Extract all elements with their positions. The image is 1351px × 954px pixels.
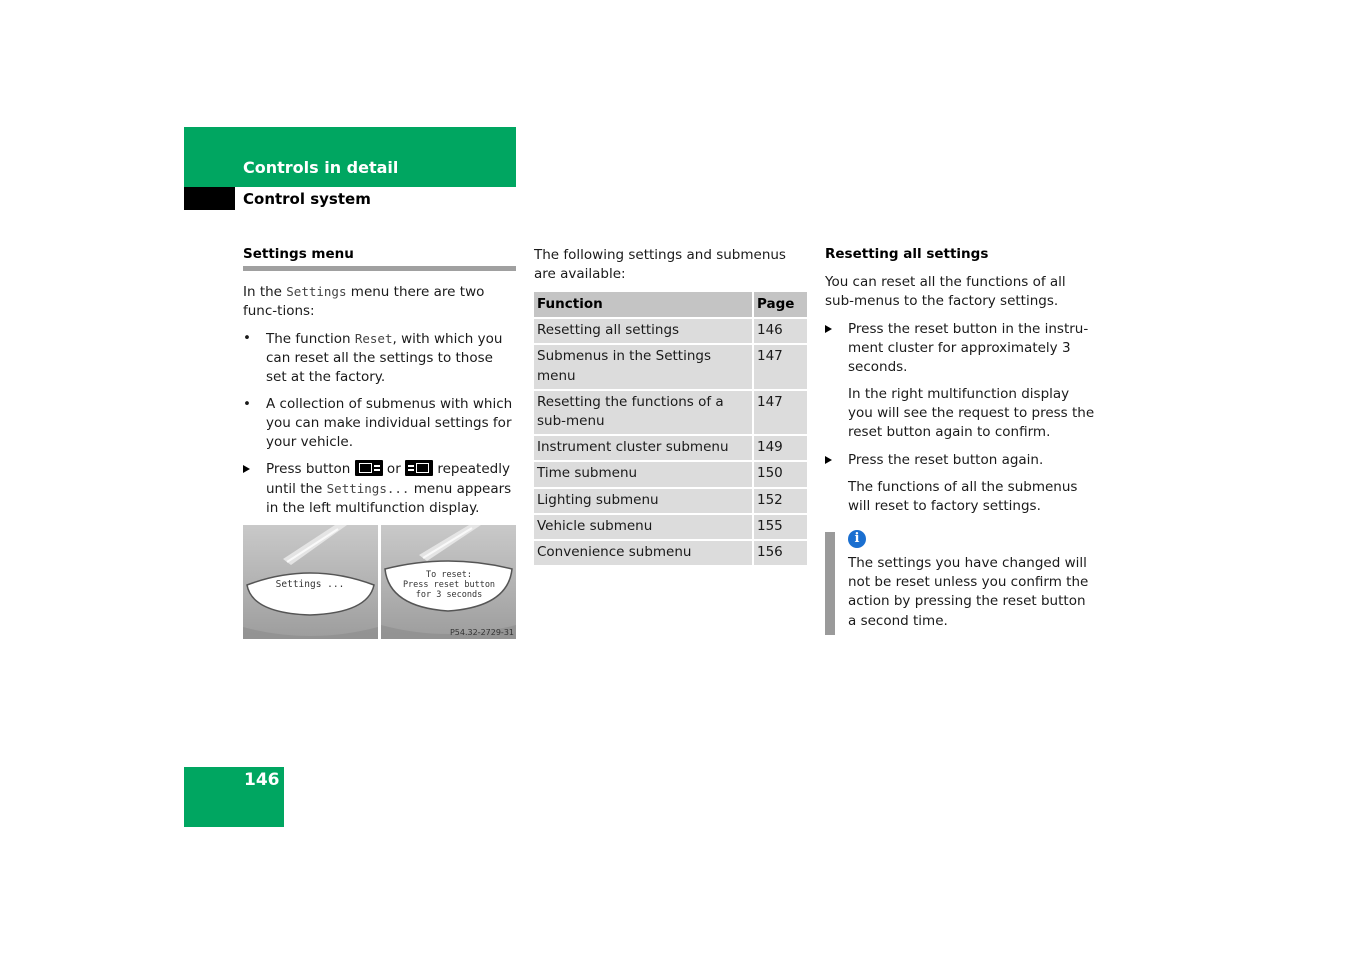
step-press-reset: Press the reset button in the instru-ment cluster for approximately 3 seconds.	[825, 320, 1097, 378]
info-box-bar	[825, 532, 835, 635]
right-display-line3: for 3 seconds	[415, 590, 483, 600]
resetting-intro: You can reset all the functions of all sub-menus to the factory settings.	[825, 274, 1066, 310]
function-table	[534, 292, 807, 567]
multifunction-display-figure	[243, 525, 516, 639]
section-title: Control system	[243, 190, 371, 208]
table-intro: The following settings and submenus are available:	[534, 247, 786, 283]
settings-intro: In the Settings menu there are two func-tions:	[243, 284, 485, 320]
table-header-function: Function	[534, 292, 754, 319]
bullet-reset: • The function Reset, with which you can reset all the settings to those set at the factory.	[243, 330, 503, 386]
info-icon: i	[848, 530, 866, 548]
info-note: The settings you have changed will not be reset unless you confirm the action by pressing the reset button a second time.	[848, 555, 1089, 629]
display-button-up-icon	[355, 460, 383, 476]
table-row: Resetting all settings 146	[534, 319, 807, 345]
table-row: Instrument cluster submenu 149	[534, 436, 807, 462]
table-row: Convenience submenu 156	[534, 541, 807, 567]
table-row: Resetting the functions of a sub-menu 147	[534, 391, 807, 436]
right-display-line2: Press reset button	[402, 580, 496, 590]
table-header-page: Page	[754, 292, 807, 319]
heading-rule	[243, 266, 516, 271]
step1-note: In the right multifunction display you will see the request to press the reset button again to confirm.	[848, 386, 1095, 441]
figure-reference: P54.32-2729-31	[449, 628, 514, 637]
table-row: Submenus in the Settings menu 147	[534, 345, 807, 390]
page-number: 146	[244, 770, 280, 790]
left-display-panel	[243, 525, 378, 639]
step-arrow-icon	[825, 325, 832, 333]
step-press-reset-again: Press the reset button again.	[825, 451, 1097, 470]
left-display-text: Settings ...	[275, 579, 345, 590]
table-row: Vehicle submenu 155	[534, 515, 807, 541]
settings-menu-heading: Settings menu	[243, 246, 354, 262]
step-arrow-icon	[243, 465, 250, 473]
right-display-panel	[381, 525, 516, 639]
table-row: Lighting submenu 152	[534, 489, 807, 515]
header-banner	[184, 127, 516, 187]
bullet-submenus: • A collection of submenus with which you can make individual settings for your vehicle.	[243, 396, 513, 451]
step-arrow-icon	[825, 456, 832, 464]
display-button-down-icon	[405, 460, 433, 476]
section-marker	[184, 187, 235, 210]
right-display-line1: To reset:	[425, 570, 473, 580]
step-press-button: Press button or repeatedly until the Settings... menu appears in the left multifunction display.	[243, 460, 516, 519]
table-row: Time submenu 150	[534, 462, 807, 488]
chapter-title: Controls in detail	[243, 158, 399, 177]
step2-note: The functions of all the submenus will reset to factory settings.	[848, 479, 1078, 515]
resetting-heading: Resetting all settings	[825, 246, 989, 262]
table-header-row	[534, 292, 807, 319]
